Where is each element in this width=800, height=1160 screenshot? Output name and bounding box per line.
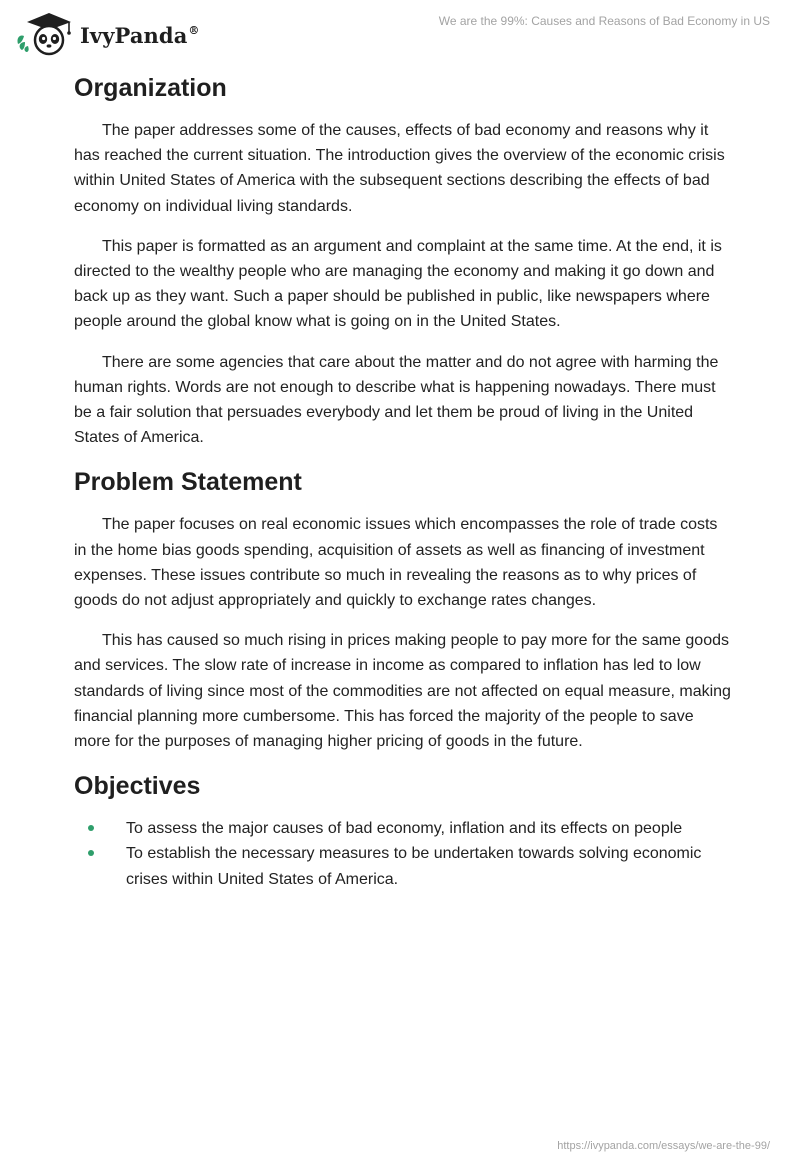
organization-paragraph-3: There are some agencies that care about the matter and do not agree with harming the human rights. Words are not enough to describe what is happening nowadays. There must be a fair solution that persuades everybody and let them be proud of living in the United States of America.	[74, 353, 719, 447]
source-url[interactable]: https://ivypanda.com/essays/we-are-the-99/	[557, 1140, 770, 1152]
objective-text-2: To establish the necessary measures to be undertaken towards solving economic crises within United States of America.	[126, 845, 702, 888]
organization-paragraph-2: This paper is formatted as an argument and complaint at the same time. At the end, it is directed to the wealthy people who are managing the economy and making it go down and back up as they want. Such a paper should be published in public, like newspapers where people around the global know what is going on in the United States.	[74, 237, 722, 331]
ivypanda-logo[interactable]	[14, 8, 200, 58]
heading-problem-statement: Problem Statement	[74, 468, 302, 497]
document-title: We are the 99%: Causes and Reasons of Bad Economy in US	[438, 14, 770, 28]
page-header	[0, 0, 800, 64]
objectives-list	[74, 816, 734, 892]
heading-organization: Organization	[74, 74, 227, 102]
green-bullet-icon	[88, 825, 94, 831]
objective-item-2	[74, 841, 734, 891]
logo-text	[80, 23, 200, 48]
objective-item-1	[74, 816, 734, 841]
green-bullet-icon	[88, 850, 94, 856]
problem-paragraph-1: The paper focuses on real economic issues which encompasses the role of trade costs in the home bias goods spending, acquisition of assets as well as financing of investment expenses. These issues contribute so much in revealing the reasons as to why prices of goods do not adjust appropriately and quickly to exchange rates changes.	[74, 516, 718, 610]
organization-paragraph-1: The paper addresses some of the causes, effects of bad economy and reasons why it has reached the current situation. The introduction gives the overview of the economic crisis within United States of America with the subsequent sections describing the effects of bad economy on individual living standards.	[74, 122, 725, 215]
problem-paragraph-2: This has caused so much rising in prices making people to pay more for the same goods and services. The slow rate of increase in income as compared to inflation has led to low standards of living since most of the commodities are not affected on equal measure, making financial planning more cumbersome. This has forced the majority of the people to save more for the purposes of managing higher pricing of goods in the future.	[74, 632, 731, 751]
essay-content	[74, 70, 734, 892]
panda-logo-icon	[14, 8, 76, 58]
logo-name: IvyPanda	[80, 22, 188, 48]
heading-objectives: Objectives	[74, 772, 201, 801]
registered-mark: ®	[188, 23, 200, 37]
objective-text-1: To assess the major causes of bad economy, inflation and its effects on people	[126, 820, 683, 838]
